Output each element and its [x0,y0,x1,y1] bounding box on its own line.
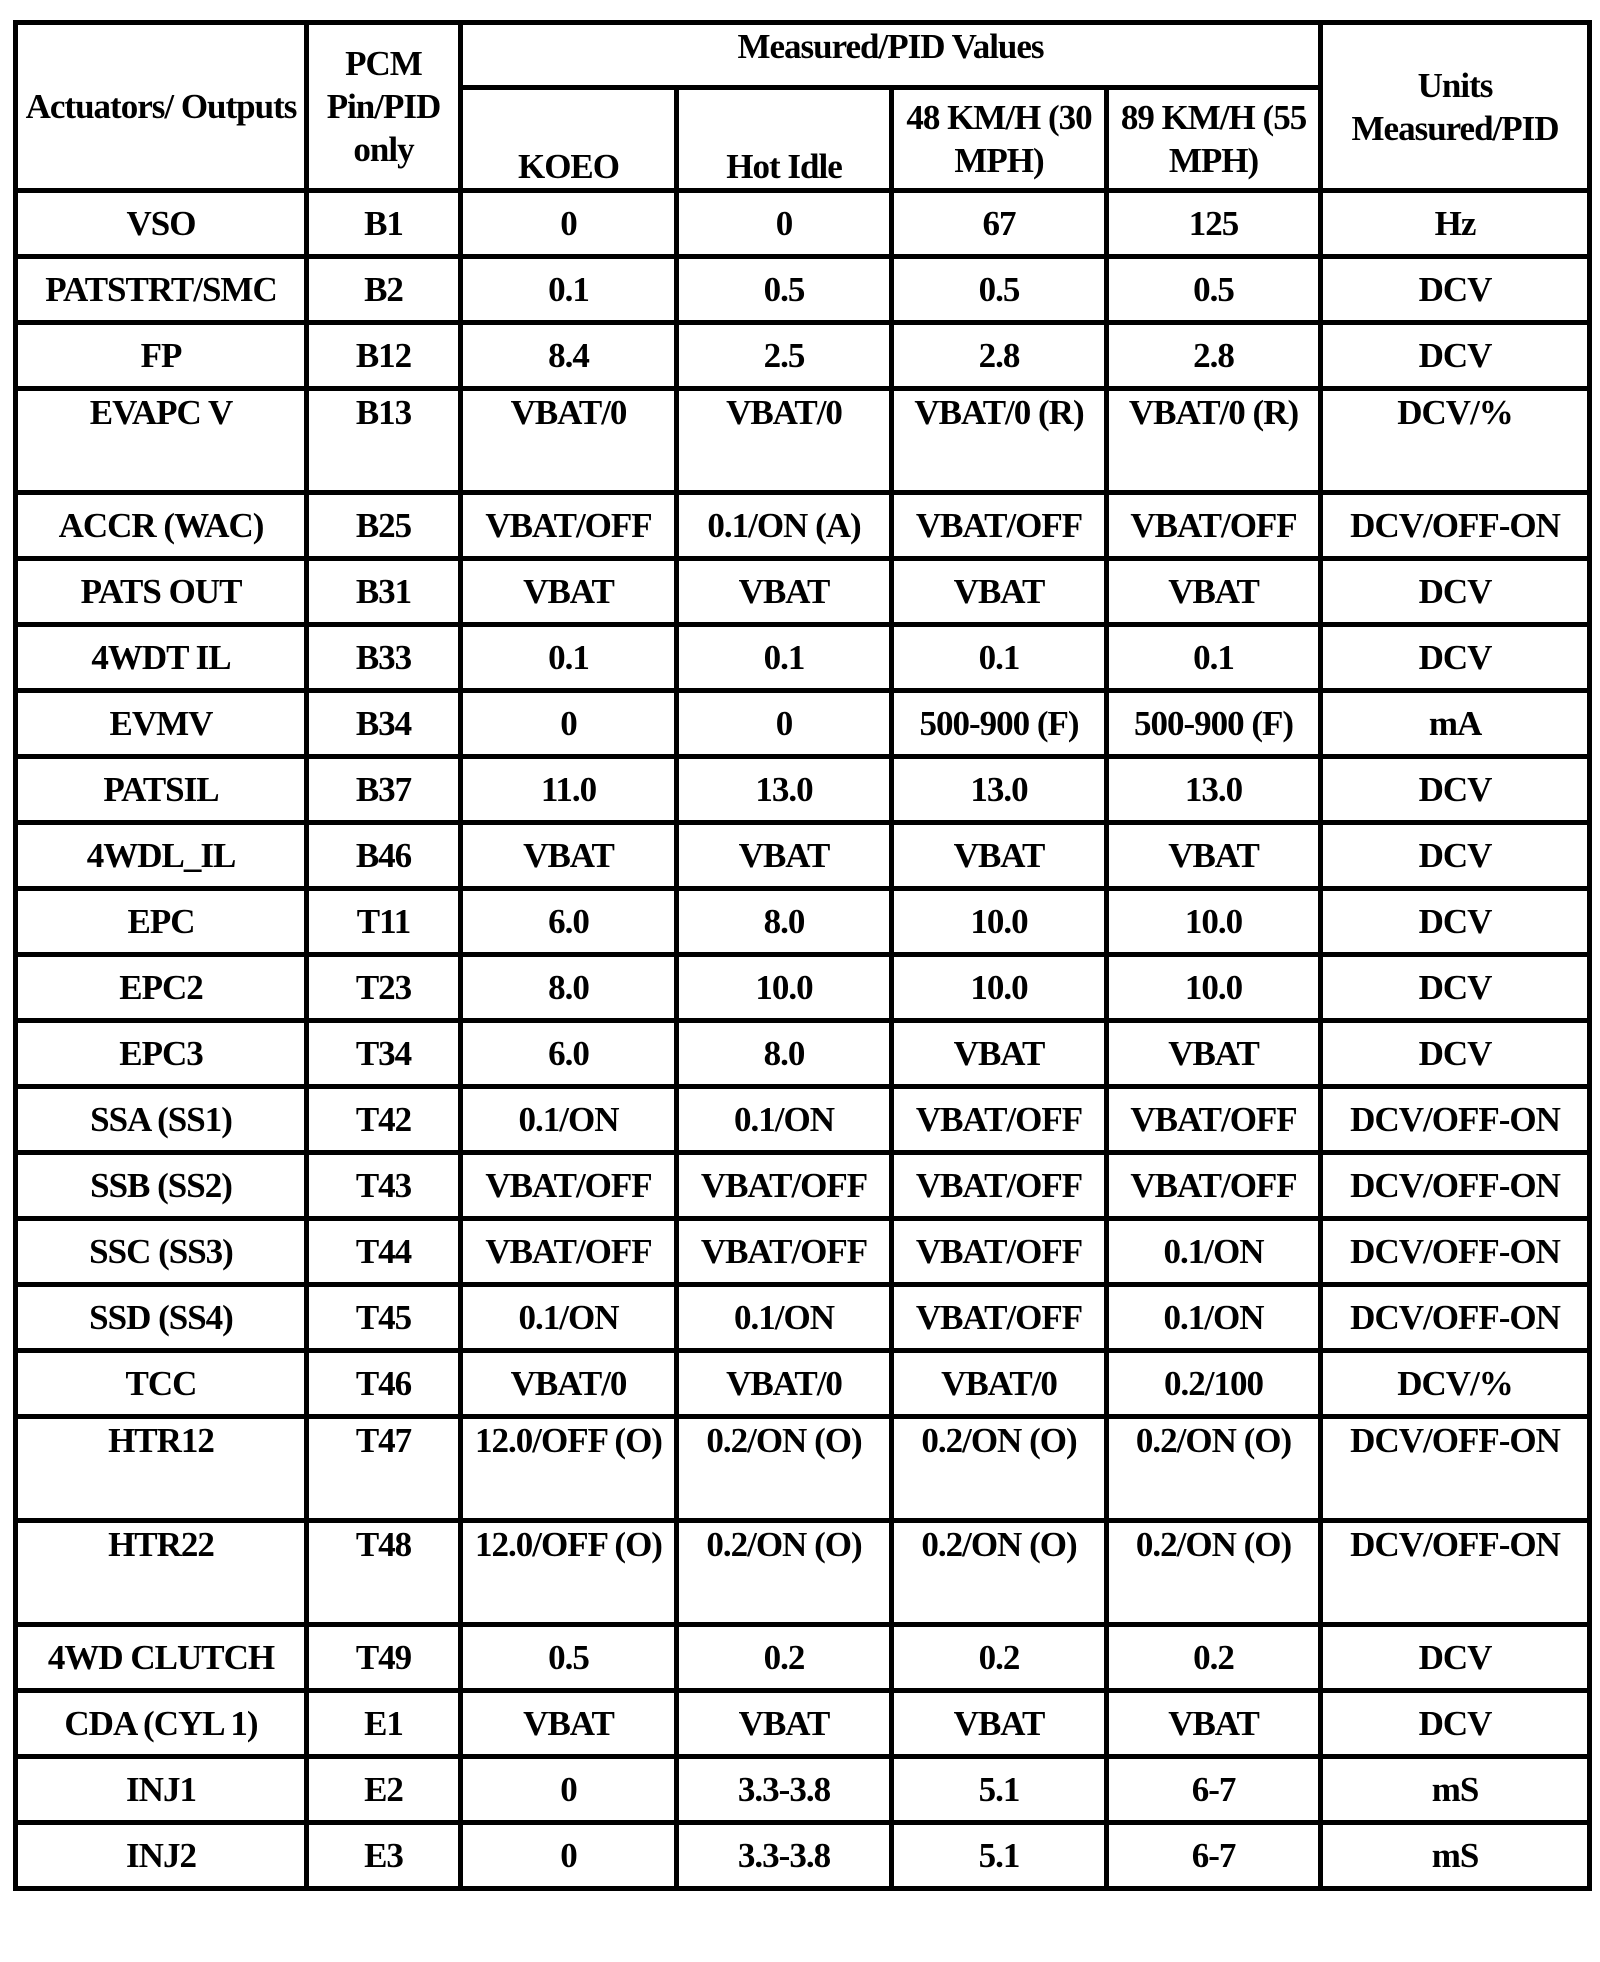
cell-units: DCV/% [1323,391,1592,495]
cell-units: Hz [1323,193,1592,259]
cell-89kmh: 6-7 [1109,1759,1323,1825]
cell-hot-idle: VBAT [679,825,894,891]
cell-actuator: EVMV [18,693,309,759]
cell-koeo: VBAT [463,561,679,627]
table-row [18,627,1592,693]
cell-koeo: 12.0/OFF (O) [463,1419,679,1523]
cell-units: DCV/OFF-ON [1323,1523,1592,1627]
table-row [18,1155,1592,1221]
cell-48kmh: VBAT [894,1693,1109,1759]
cell-89kmh: 13.0 [1109,759,1323,825]
cell-actuator: PATS OUT [18,561,309,627]
cell-units: DCV [1323,759,1592,825]
cell-89kmh: 10.0 [1109,891,1323,957]
cell-hot-idle: 0.1/ON (A) [679,495,894,561]
cell-actuator: SSB (SS2) [18,1155,309,1221]
cell-48kmh: 0.5 [894,259,1109,325]
cell-hot-idle: 0.1/ON [679,1089,894,1155]
cell-actuator: PATSIL [18,759,309,825]
cell-pin: T34 [309,1023,463,1089]
cell-koeo: VBAT [463,1693,679,1759]
cell-actuator: HTR12 [18,1419,309,1523]
cell-koeo: VBAT/OFF [463,1155,679,1221]
cell-48kmh: VBAT [894,825,1109,891]
cell-89kmh: VBAT [1109,1023,1323,1089]
cell-hot-idle: VBAT [679,561,894,627]
cell-koeo: 12.0/OFF (O) [463,1523,679,1627]
cell-89kmh: 0.2 [1109,1627,1323,1693]
table-row [18,1825,1592,1891]
cell-48kmh: 13.0 [894,759,1109,825]
cell-89kmh: 6-7 [1109,1825,1323,1891]
cell-actuator: EPC3 [18,1023,309,1089]
cell-actuator: SSA (SS1) [18,1089,309,1155]
cell-hot-idle: VBAT/0 [679,391,894,495]
cell-koeo: 8.4 [463,325,679,391]
cell-48kmh: VBAT/OFF [894,1221,1109,1287]
table-row [18,957,1592,1023]
header-actuators: Actuators/ Outputs [18,25,309,193]
cell-pin: B33 [309,627,463,693]
table-row [18,325,1592,391]
cell-hot-idle: 3.3-3.8 [679,1759,894,1825]
header-row [18,25,1592,90]
cell-units: DCV/OFF-ON [1323,1419,1592,1523]
cell-actuator: CDA (CYL 1) [18,1693,309,1759]
table-row [18,1221,1592,1287]
cell-89kmh: 125 [1109,193,1323,259]
table-row [18,891,1592,957]
cell-units: DCV/OFF-ON [1323,1221,1592,1287]
cell-koeo: 0.1/ON [463,1287,679,1353]
cell-pin: B34 [309,693,463,759]
cell-koeo: 6.0 [463,1023,679,1089]
cell-hot-idle: 0 [679,193,894,259]
cell-48kmh: 0.2/ON (O) [894,1523,1109,1627]
cell-units: DCV/OFF-ON [1323,1287,1592,1353]
cell-89kmh: VBAT/0 (R) [1109,391,1323,495]
cell-pin: B12 [309,325,463,391]
cell-pin: E1 [309,1693,463,1759]
pcm-values-table [13,20,1592,1891]
cell-pin: B1 [309,193,463,259]
cell-units: mA [1323,693,1592,759]
cell-48kmh: VBAT/0 [894,1353,1109,1419]
cell-koeo: 8.0 [463,957,679,1023]
cell-units: DCV [1323,957,1592,1023]
cell-pin: B46 [309,825,463,891]
table-row [18,1523,1592,1627]
cell-pin: E3 [309,1825,463,1891]
cell-pin: T49 [309,1627,463,1693]
cell-actuator: SSD (SS4) [18,1287,309,1353]
cell-pin: T45 [309,1287,463,1353]
cell-hot-idle: 0.2/ON (O) [679,1419,894,1523]
cell-hot-idle: VBAT/0 [679,1353,894,1419]
cell-pin: B37 [309,759,463,825]
cell-48kmh: 5.1 [894,1759,1109,1825]
cell-pin: T42 [309,1089,463,1155]
cell-actuator: HTR22 [18,1523,309,1627]
cell-actuator: EVAPC V [18,391,309,495]
cell-units: DCV [1323,825,1592,891]
cell-hot-idle: 3.3-3.8 [679,1825,894,1891]
cell-units: DCV/OFF-ON [1323,1089,1592,1155]
cell-units: DCV/OFF-ON [1323,1155,1592,1221]
cell-48kmh: 10.0 [894,957,1109,1023]
cell-units: DCV/OFF-ON [1323,495,1592,561]
cell-89kmh: 0.2/ON (O) [1109,1523,1323,1627]
table-row [18,391,1592,495]
cell-hot-idle: 0.2 [679,1627,894,1693]
cell-pin: T23 [309,957,463,1023]
cell-pin: T48 [309,1523,463,1627]
cell-units: DCV [1323,627,1592,693]
cell-48kmh: VBAT/OFF [894,495,1109,561]
cell-koeo: 0 [463,1759,679,1825]
cell-48kmh: 5.1 [894,1825,1109,1891]
cell-koeo: VBAT/OFF [463,495,679,561]
cell-48kmh: 500-900 (F) [894,693,1109,759]
header-48kmh: 48 KM/H (30 MPH) [894,90,1109,193]
cell-koeo: 11.0 [463,759,679,825]
cell-actuator: SSC (SS3) [18,1221,309,1287]
cell-hot-idle: VBAT [679,1693,894,1759]
cell-48kmh: 67 [894,193,1109,259]
table-row [18,1759,1592,1825]
table-row [18,1089,1592,1155]
cell-units: DCV [1323,1023,1592,1089]
cell-actuator: EPC2 [18,957,309,1023]
cell-koeo: VBAT [463,825,679,891]
cell-89kmh: 0.5 [1109,259,1323,325]
cell-89kmh: VBAT [1109,1693,1323,1759]
cell-pin: B2 [309,259,463,325]
cell-koeo: 0 [463,1825,679,1891]
header-units: Units Measured/PID [1323,25,1592,193]
cell-actuator: INJ2 [18,1825,309,1891]
cell-koeo: VBAT/OFF [463,1221,679,1287]
cell-89kmh: VBAT/OFF [1109,1155,1323,1221]
cell-units: DCV [1323,1693,1592,1759]
table-row [18,1419,1592,1523]
cell-actuator: VSO [18,193,309,259]
cell-48kmh: VBAT/0 (R) [894,391,1109,495]
cell-hot-idle: 8.0 [679,891,894,957]
cell-hot-idle: 2.5 [679,325,894,391]
cell-pin: B31 [309,561,463,627]
cell-89kmh: VBAT [1109,561,1323,627]
cell-48kmh: VBAT/OFF [894,1155,1109,1221]
header-pcm-pin: PCM Pin/PID only [309,25,463,193]
cell-units: DCV [1323,325,1592,391]
cell-hot-idle: 0.5 [679,259,894,325]
cell-actuator: EPC [18,891,309,957]
cell-hot-idle: 10.0 [679,957,894,1023]
cell-koeo: 6.0 [463,891,679,957]
cell-pin: T11 [309,891,463,957]
header-hot-idle: Hot Idle [679,90,894,193]
cell-89kmh: 0.1/ON [1109,1287,1323,1353]
cell-48kmh: VBAT/OFF [894,1089,1109,1155]
cell-koeo: 0.1/ON [463,1089,679,1155]
cell-48kmh: 10.0 [894,891,1109,957]
cell-89kmh: 0.2/ON (O) [1109,1419,1323,1523]
cell-pin: B25 [309,495,463,561]
table-row [18,1287,1592,1353]
cell-units: mS [1323,1759,1592,1825]
table-row [18,193,1592,259]
cell-hot-idle: 0.1/ON [679,1287,894,1353]
cell-48kmh: VBAT [894,1023,1109,1089]
table-row [18,561,1592,627]
cell-koeo: 0.5 [463,1627,679,1693]
cell-pin: T46 [309,1353,463,1419]
table-row [18,825,1592,891]
table-row [18,1353,1592,1419]
cell-hot-idle: 0.1 [679,627,894,693]
cell-89kmh: 2.8 [1109,325,1323,391]
cell-pin: T44 [309,1221,463,1287]
cell-pin: B13 [309,391,463,495]
table-row [18,1627,1592,1693]
table-row [18,693,1592,759]
cell-pin: T47 [309,1419,463,1523]
cell-48kmh: 0.2/ON (O) [894,1419,1109,1523]
cell-actuator: FP [18,325,309,391]
cell-hot-idle: 0 [679,693,894,759]
table-row [18,259,1592,325]
cell-units: DCV [1323,561,1592,627]
header-89kmh: 89 KM/H (55 MPH) [1109,90,1323,193]
table-row [18,1693,1592,1759]
cell-units: DCV [1323,1627,1592,1693]
cell-hot-idle: 13.0 [679,759,894,825]
cell-89kmh: 500-900 (F) [1109,693,1323,759]
table-row [18,759,1592,825]
cell-koeo: VBAT/0 [463,1353,679,1419]
cell-hot-idle: 8.0 [679,1023,894,1089]
cell-pin: T43 [309,1155,463,1221]
cell-koeo: 0.1 [463,627,679,693]
cell-89kmh: 0.2/100 [1109,1353,1323,1419]
cell-koeo: 0 [463,193,679,259]
cell-actuator: PATSTRT/SMC [18,259,309,325]
cell-pin: E2 [309,1759,463,1825]
cell-89kmh: VBAT/OFF [1109,1089,1323,1155]
header-measured-group: Measured/PID Values [463,25,1323,90]
cell-89kmh: VBAT [1109,825,1323,891]
cell-units: DCV/% [1323,1353,1592,1419]
cell-48kmh: VBAT/OFF [894,1287,1109,1353]
cell-89kmh: VBAT/OFF [1109,495,1323,561]
cell-units: DCV [1323,891,1592,957]
cell-actuator: TCC [18,1353,309,1419]
cell-actuator: 4WDL_IL [18,825,309,891]
cell-hot-idle: 0.2/ON (O) [679,1523,894,1627]
header-koeo: KOEO [463,90,679,193]
cell-actuator: 4WDT IL [18,627,309,693]
cell-actuator: INJ1 [18,1759,309,1825]
cell-48kmh: VBAT [894,561,1109,627]
cell-48kmh: 2.8 [894,325,1109,391]
cell-units: DCV [1323,259,1592,325]
cell-actuator: ACCR (WAC) [18,495,309,561]
cell-koeo: 0 [463,693,679,759]
cell-hot-idle: VBAT/OFF [679,1221,894,1287]
cell-89kmh: 10.0 [1109,957,1323,1023]
cell-koeo: VBAT/0 [463,391,679,495]
table-row [18,1023,1592,1089]
cell-actuator: 4WD CLUTCH [18,1627,309,1693]
cell-koeo: 0.1 [463,259,679,325]
cell-48kmh: 0.1 [894,627,1109,693]
cell-89kmh: 0.1 [1109,627,1323,693]
cell-hot-idle: VBAT/OFF [679,1155,894,1221]
cell-89kmh: 0.1/ON [1109,1221,1323,1287]
table-row [18,495,1592,561]
cell-units: mS [1323,1825,1592,1891]
cell-48kmh: 0.2 [894,1627,1109,1693]
